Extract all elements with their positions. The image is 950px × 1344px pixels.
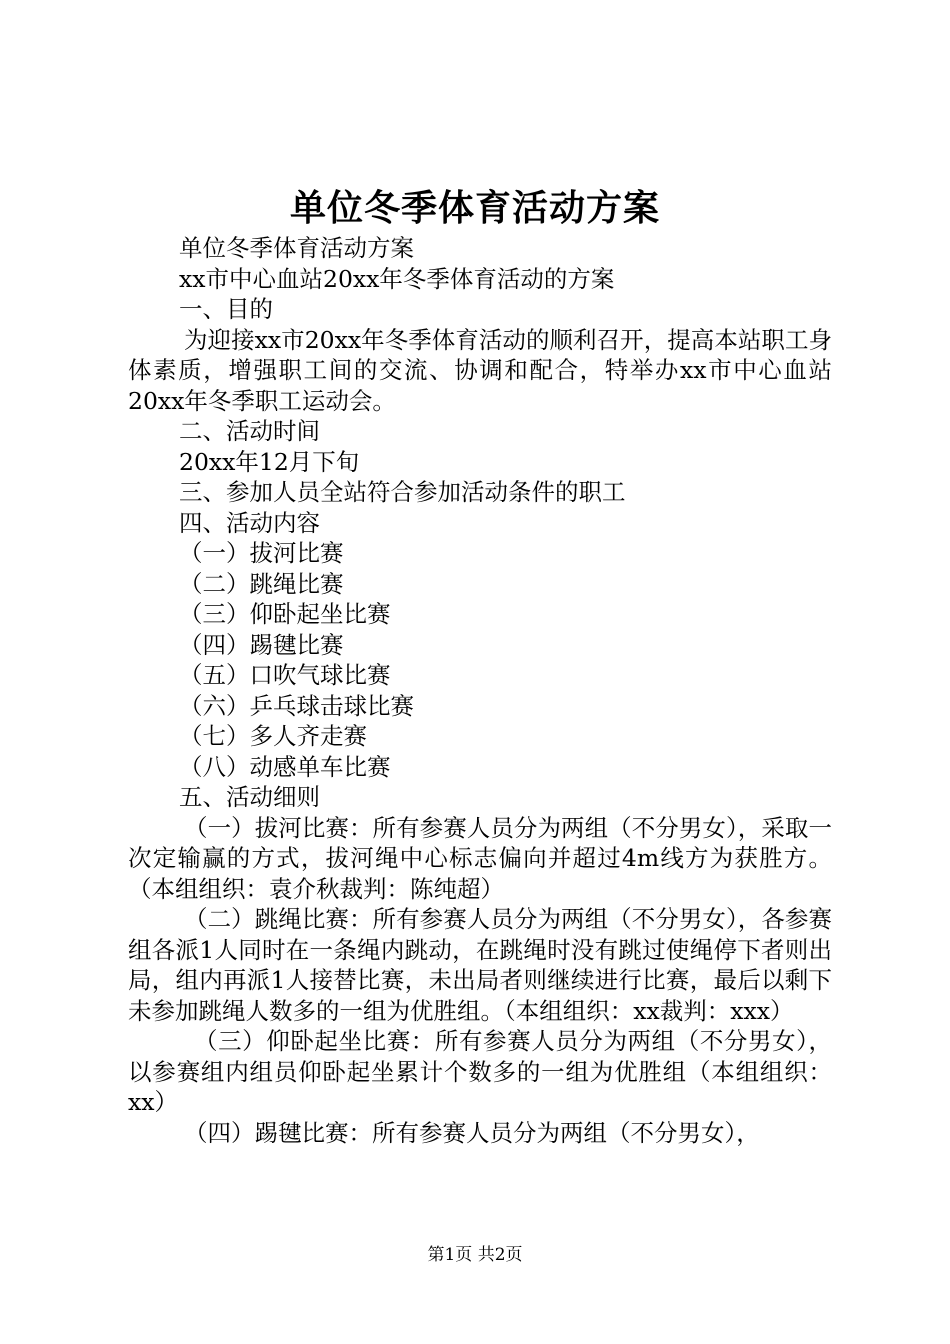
rule-paragraph-sit-ups: （三）仰卧起坐比赛：所有参赛人员分为两组（不分男女），以参赛组内组员仰卧起坐累计个数多的一组为优胜组（本组组织：xx）	[128, 1027, 832, 1116]
rule-paragraph-tug-of-war: （一）拔河比赛：所有参赛人员分为两组（不分男女），采取一次定输赢的方式，拔河绳中心标志偏向并超过4m线方为获胜方。（本组组织：袁介秋裁判：陈纯超）	[128, 813, 832, 903]
page-footer: 第1页 共2页	[427, 1245, 523, 1265]
event-item: （七）多人齐走赛	[179, 722, 367, 750]
event-item: （五）口吹气球比赛	[179, 661, 391, 689]
rule-paragraph-shuttlecock: （四）踢毽比赛：所有参赛人员分为两组（不分男女），	[184, 1118, 760, 1147]
section-content-heading: 四、活动内容	[179, 508, 320, 537]
purpose-paragraph: 为迎接xx市20xx年冬季体育活动的顺利召开，提高本站职工身体素质，增强职工间的交流、协调和配合，特举办xx市中心血站20xx年冬季职工运动会。	[128, 325, 832, 415]
event-item: （二）跳绳比赛	[179, 569, 344, 598]
section-purpose-heading: 一、目的	[179, 295, 273, 323]
rule-paragraph-jump-rope: （二）跳绳比赛：所有参赛人员分为两组（不分男女），各参赛组各派1人同时在一条绳内跳动，在跳绳时没有跳过使绳停下者则出局，组内再派1人接替比赛，未出局者则继续进行比赛，最后以剩下未参加跳绳人数多的一组为优胜组。（本组组织：xx裁判：xxx）	[128, 905, 832, 1025]
plan-heading-line: xx市中心血站20xx年冬季体育活动的方案	[179, 264, 615, 293]
section-rules-heading: 五、活动细则	[179, 783, 320, 811]
document-body	[128, 233, 832, 1148]
time-value: 20xx年12月下旬	[179, 447, 360, 476]
event-item: （四）踢毽比赛	[179, 630, 344, 659]
document-title: 单位冬季体育活动方案	[289, 187, 660, 229]
event-item: （六）乒乓球击球比赛	[179, 691, 414, 720]
event-item: （一）拔河比赛	[179, 539, 344, 567]
event-item: （三）仰卧起坐比赛	[179, 600, 391, 628]
section-participants-heading: 三、参加人员全站符合参加活动条件的职工	[179, 478, 626, 506]
section-time-heading: 二、活动时间	[179, 417, 320, 445]
subtitle-line: 单位冬季体育活动方案	[179, 234, 414, 262]
event-item: （八）动感单车比赛	[179, 752, 391, 781]
